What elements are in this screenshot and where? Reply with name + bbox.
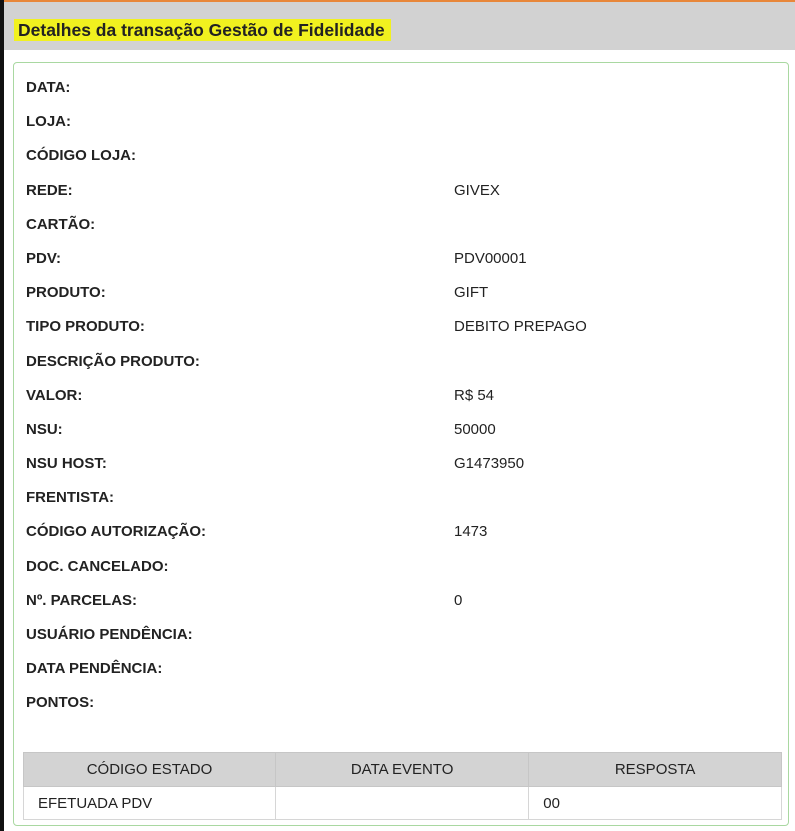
detail-label: FRENTISTA: bbox=[26, 489, 115, 507]
detail-value: 1473 bbox=[454, 523, 488, 541]
table-header-row bbox=[24, 753, 782, 787]
detail-row-usuario-pendencia bbox=[26, 618, 776, 652]
detail-label: TIPO PRODUTO: bbox=[26, 318, 145, 336]
table-row bbox=[24, 787, 782, 820]
detail-label: REDE: bbox=[26, 181, 73, 199]
detail-label: CARTÃO: bbox=[26, 215, 96, 233]
status-history-table bbox=[23, 752, 782, 820]
detail-row-nsu bbox=[26, 413, 776, 447]
detail-label: Nº. PARCELAS: bbox=[26, 591, 138, 609]
detail-row-codigo-autorizacao bbox=[26, 515, 776, 549]
detail-label: PRODUTO: bbox=[26, 284, 106, 302]
table-cell-resposta: 00 bbox=[529, 787, 782, 820]
detail-label: CÓDIGO LOJA: bbox=[26, 147, 137, 165]
detail-row-descricao-produto bbox=[26, 345, 776, 379]
detail-value: GIFT bbox=[454, 284, 489, 302]
detail-row-doc-cancelado bbox=[26, 550, 776, 584]
detail-label: DESCRIÇÃO PRODUTO: bbox=[26, 352, 200, 370]
details-list bbox=[26, 71, 776, 721]
detail-row-pontos bbox=[26, 686, 776, 720]
detail-row-data bbox=[26, 71, 776, 105]
detail-label: PDV: bbox=[26, 249, 62, 267]
detail-row-rede bbox=[26, 174, 776, 208]
detail-row-produto bbox=[26, 276, 776, 310]
detail-value: 0 bbox=[454, 591, 463, 609]
page-header bbox=[4, 2, 795, 50]
table-cell-data-evento bbox=[275, 787, 528, 820]
detail-label: DATA PENDÊNCIA: bbox=[26, 660, 163, 678]
detail-value: R$ 54 bbox=[454, 386, 495, 404]
column-header-codigo-estado: CÓDIGO ESTADO bbox=[24, 753, 276, 787]
details-panel bbox=[13, 62, 789, 826]
detail-row-tipo-produto bbox=[26, 310, 776, 344]
detail-row-parcelas bbox=[26, 584, 776, 618]
table-cell-codigo-estado: EFETUADA PDV bbox=[24, 787, 276, 820]
detail-label: DATA: bbox=[26, 79, 71, 96]
detail-row-valor bbox=[26, 379, 776, 413]
detail-value: G1473950 bbox=[454, 455, 525, 473]
left-edge-border bbox=[0, 0, 4, 831]
detail-row-data-pendencia bbox=[26, 652, 776, 686]
detail-row-cartao bbox=[26, 208, 776, 242]
detail-row-loja bbox=[26, 105, 776, 139]
detail-label: VALOR: bbox=[26, 386, 83, 404]
detail-value: GIVEX bbox=[454, 181, 500, 199]
detail-label: CÓDIGO AUTORIZAÇÃO: bbox=[26, 523, 206, 541]
detail-row-frentista bbox=[26, 481, 776, 515]
detail-value: 50000 bbox=[454, 420, 496, 438]
detail-value: DEBITO PREPAGO bbox=[454, 318, 587, 336]
detail-value: PDV00001 bbox=[454, 249, 527, 267]
detail-row-codigo-loja bbox=[26, 139, 776, 173]
page-title: Detalhes da transação Gestão de Fidelidade bbox=[14, 19, 391, 41]
detail-label: USUÁRIO PENDÊNCIA: bbox=[26, 626, 193, 643]
column-header-resposta: RESPOSTA bbox=[529, 753, 782, 787]
detail-label: NSU: bbox=[26, 420, 63, 438]
detail-label: LOJA: bbox=[26, 113, 71, 131]
detail-row-pdv bbox=[26, 242, 776, 276]
detail-label: NSU HOST: bbox=[26, 455, 107, 473]
detail-label: DOC. CANCELADO: bbox=[26, 557, 169, 575]
detail-label: PONTOS: bbox=[26, 694, 95, 712]
column-header-data-evento: DATA EVENTO bbox=[275, 753, 528, 787]
detail-row-nsu-host bbox=[26, 447, 776, 481]
